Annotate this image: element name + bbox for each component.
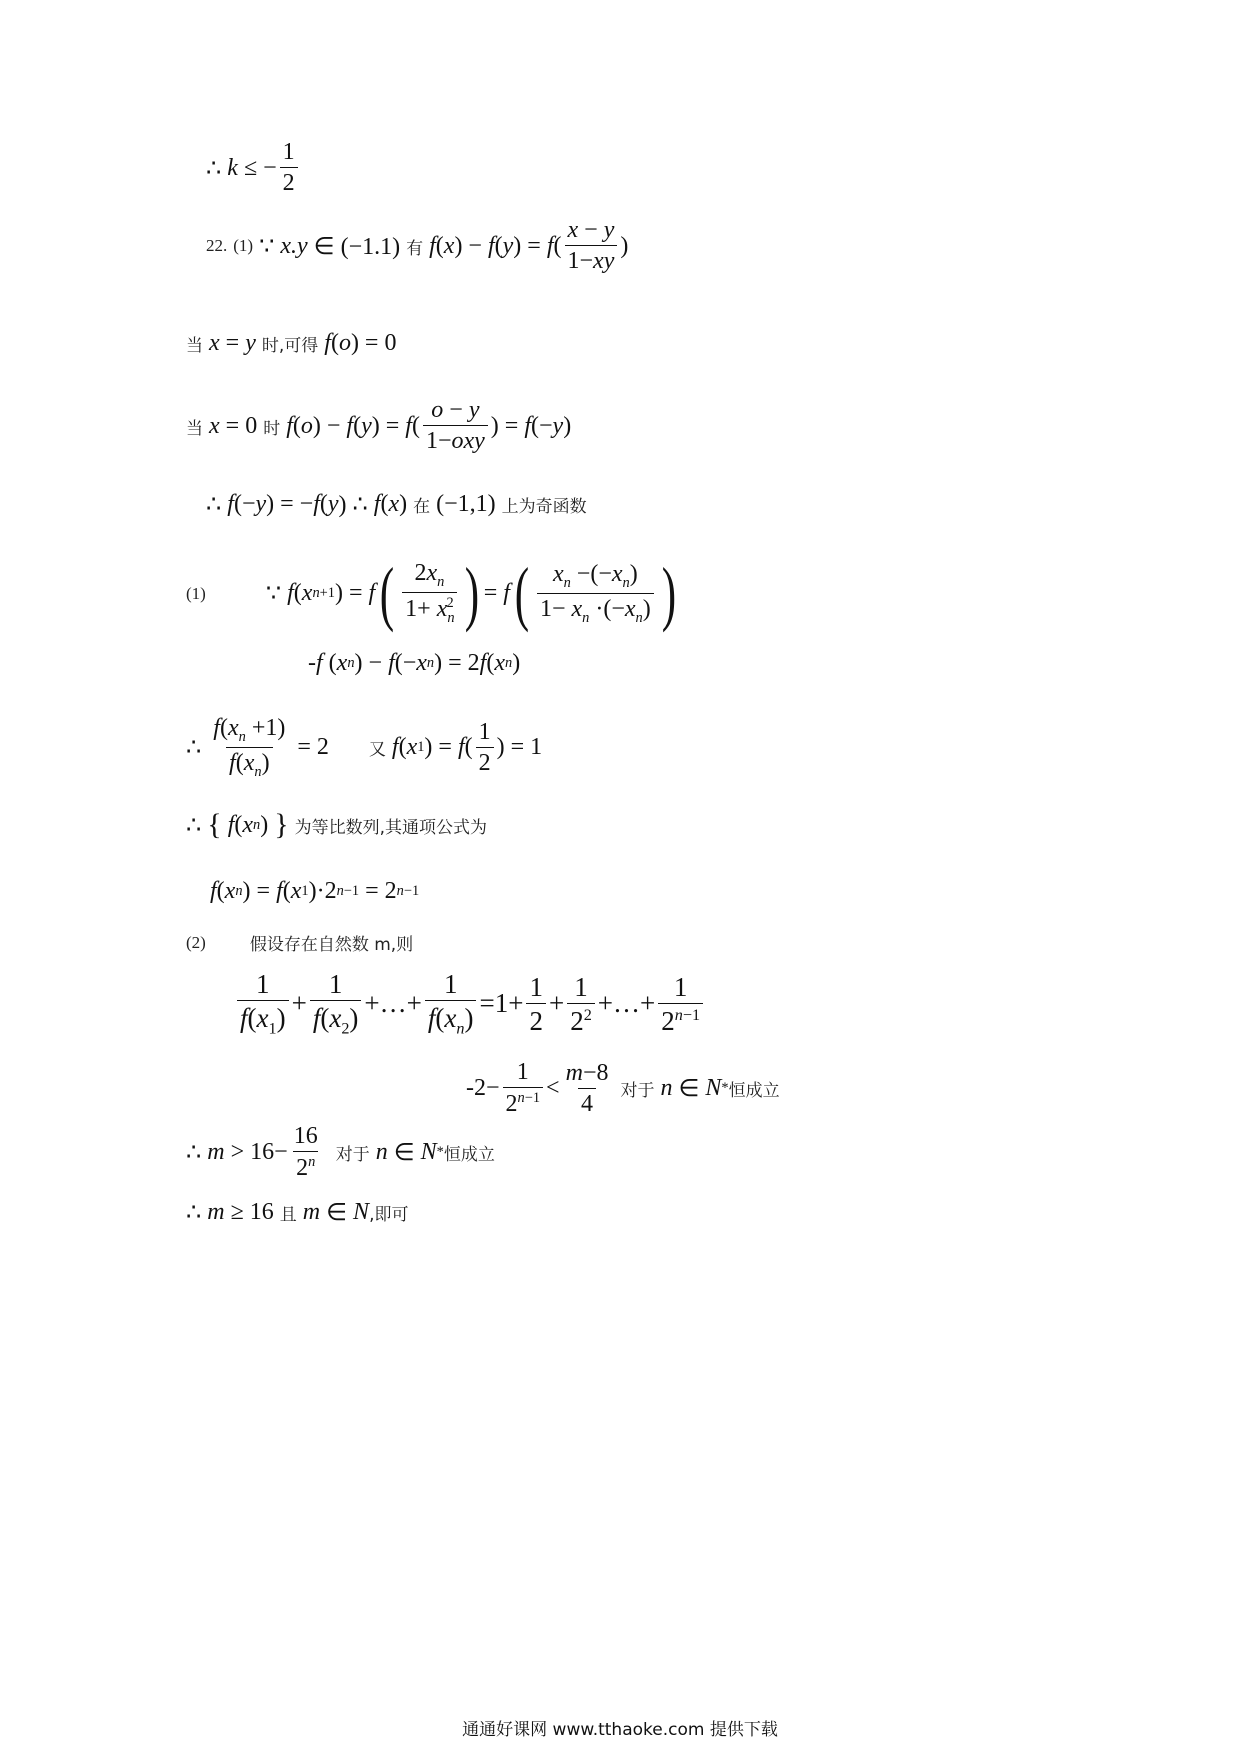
line-sum: $\frac{1}{f(x_1)}$ + $\frac{1}{f(x_2)}$ +…+ $\frac{1}{f(x_n)}$ =1+ $\frac{1}{2}$ + $\frac{1}{2^2}$ +…+ $\frac{1}{2^{n-1}}$ bbox=[234, 970, 706, 1038]
text-dang-2: 当 bbox=[186, 418, 203, 439]
line-odd-function: ∴ f (− y ) = − f ( y ) ∴ f ( x ) 在 (−1,1) 上为奇函数 bbox=[206, 491, 587, 518]
line-x-equals-y: 当 x = y 时, 可得 f ( o ) = 0 bbox=[186, 330, 397, 356]
text-odd-function: 上为奇函数 bbox=[501, 497, 587, 517]
problem-number: 22. bbox=[206, 236, 228, 256]
text-hengchengli: 恒成立 bbox=[728, 1081, 780, 1102]
text-dang: 当 bbox=[186, 336, 203, 356]
text-duiyu-2: 对于 bbox=[335, 1145, 370, 1166]
footer-source: 通通好课网 www.tthaoke.com 提供下载 bbox=[462, 1720, 778, 1740]
line-ratio: ∴ $\frac{f(x_n +1)}{f(x_n)}$ = 2 又 f ( x 1 ) = f ( $\frac{1}{2}$ ) = 1 bbox=[186, 715, 543, 780]
text-qie: 且 bbox=[279, 1205, 297, 1225]
line-m-bound: ∴ m > 16− $\frac{16}{2^n}$ 对于 n ∈ N * 恒成立 bbox=[186, 1123, 495, 1182]
text-kede: 可得 bbox=[284, 336, 319, 356]
text-zai: 在 bbox=[413, 497, 431, 517]
text-shi: 时, bbox=[261, 336, 285, 356]
part-label-2: (2) bbox=[186, 932, 206, 952]
line-recurrence: (1) ∵ f ( x n+1 ) = f ( $\frac{2x_n}{1+ x_n^2}$ ) = f ( $\frac{x_n -(-x_n)}{1- x_n \cdot(-x_n)}$ ) bbox=[186, 553, 676, 633]
line-part2 bbox=[186, 930, 413, 955]
line-k-le-neg-half: ∴ k ≤ − $\frac{1}{2}$ bbox=[206, 140, 301, 196]
line-general-term: f ( x n ) = f ( x 1 )·2 n−1 = 2 n−1 bbox=[210, 878, 420, 904]
line-conclusion: ∴ m ≥ 16 且 m ∈ N ,即可 bbox=[186, 1199, 409, 1226]
text-you: 有 bbox=[406, 238, 424, 259]
text-hengchengli-2: 恒成立 bbox=[443, 1145, 495, 1166]
text-shi-2: 时 bbox=[263, 418, 281, 439]
line-geometric: ∴ { f ( x n ) } 为等比数列,其通项公式为 bbox=[186, 808, 488, 841]
part-label-1: (1) bbox=[186, 583, 206, 603]
part-label: (1) bbox=[233, 236, 254, 256]
line-problem-22-premise: 22. (1) ∵ x.y ∈ (−1.1) 有 f ( x ) − f ( y ) = f ( $\frac{x - y}{1-xy}$ ) bbox=[206, 217, 629, 275]
text-assume: 假设存在自然数 m,则 bbox=[249, 935, 414, 955]
text-duiyu: 对于 bbox=[620, 1081, 655, 1102]
text-jike: ,即可 bbox=[369, 1205, 409, 1225]
line-inequality: -2− $\frac{1}{2^{n-1}}$ < $\frac{m-8}{4}$ 对于 n ∈ N * 恒成立 bbox=[466, 1059, 780, 1118]
text-geometric: 为等比数列,其通项公式为 bbox=[294, 817, 488, 838]
line-double: - f ( x n ) − f (− x n ) = 2 f ( x n ) bbox=[308, 650, 521, 676]
text-you2: 又 bbox=[368, 740, 386, 761]
line-x-equals-zero: 当 x = 0 时 f ( o ) − f ( y ) = f ( $\frac{o - y}{\text{1−oxy}}$ ) = f (− y ) bbox=[186, 397, 572, 455]
